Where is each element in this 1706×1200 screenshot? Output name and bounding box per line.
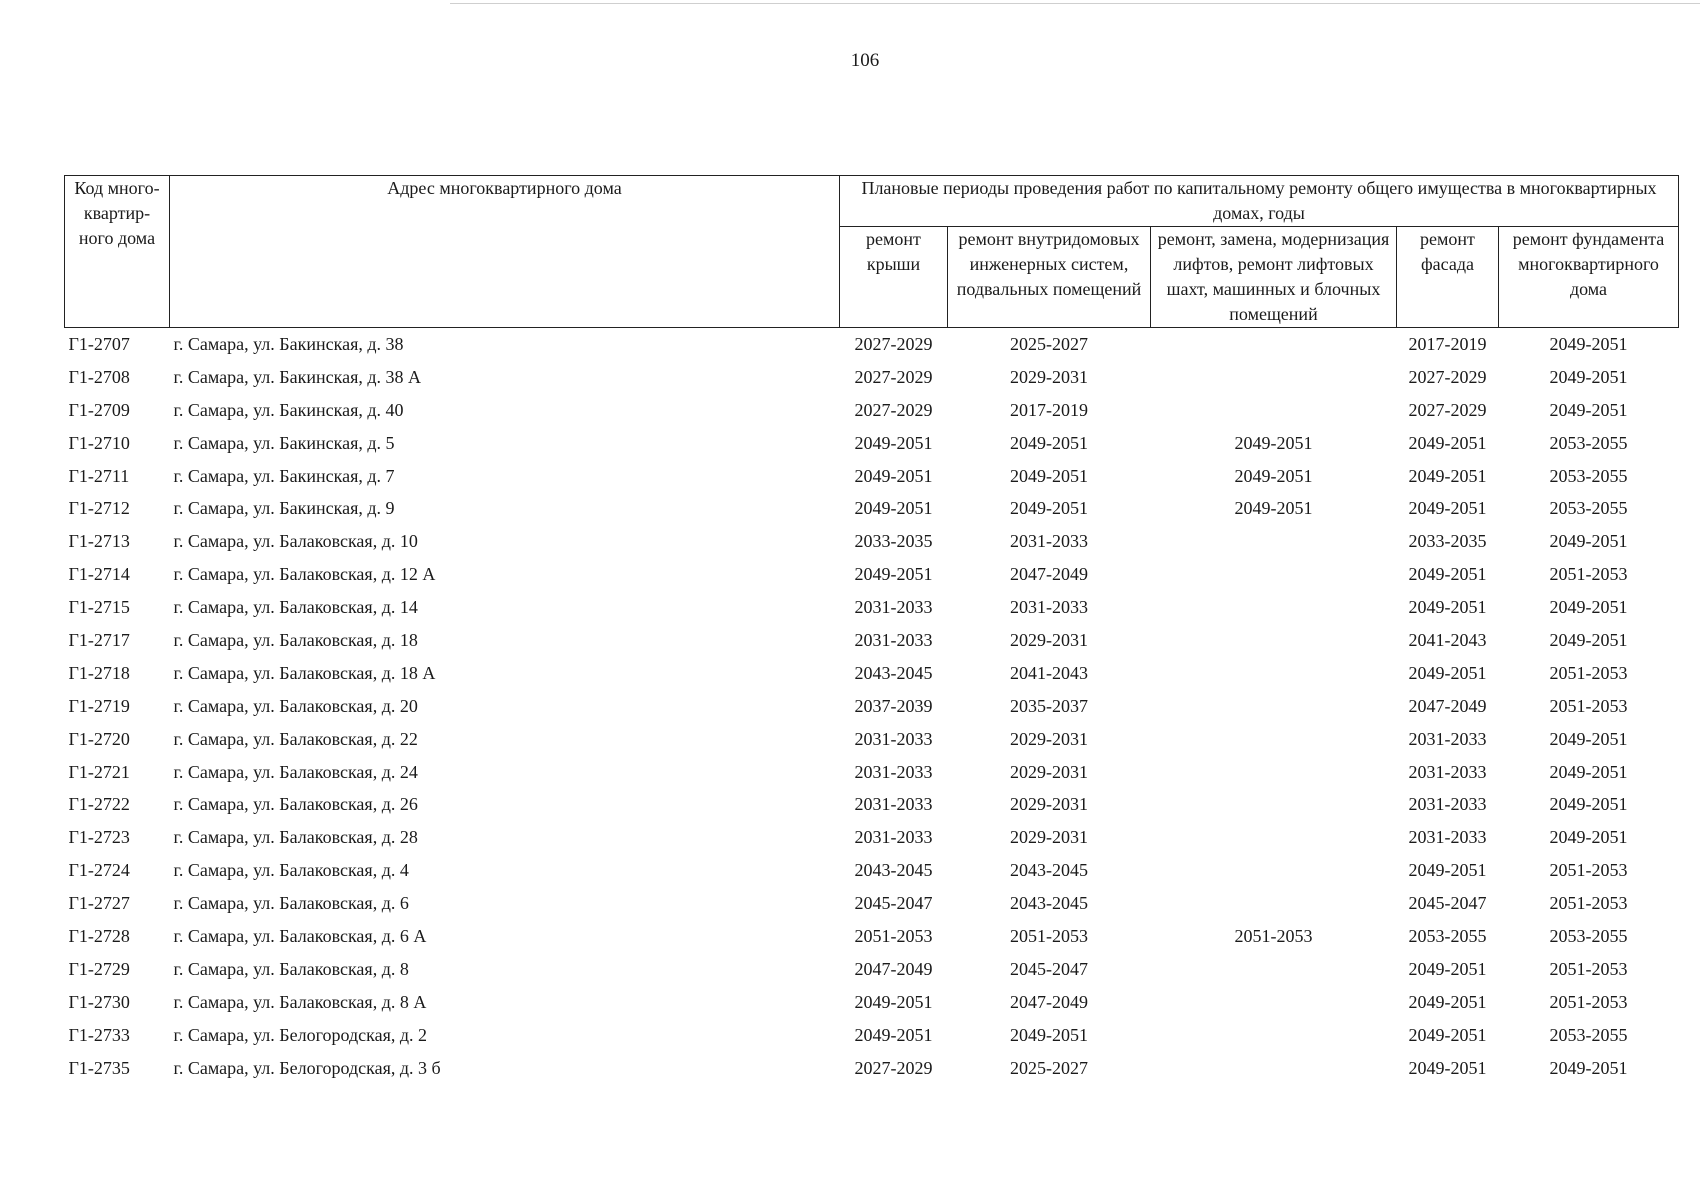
header-engineering: ремонт внутридомовых инженерных систем, подвальных помещений [948, 227, 1151, 328]
facade-period-cell: 2049-2051 [1408, 432, 1487, 453]
engineering-period-cell: 2049-2051 [1010, 498, 1088, 519]
roof-period-cell: 2027-2029 [854, 1057, 933, 1078]
lifts-period-cell [1151, 328, 1397, 361]
engineering-period-cell: 2051-2053 [1010, 925, 1088, 946]
roof-period-cell: 2049-2051 [854, 432, 933, 453]
address-cell: г. Самара, ул. Балаковская, д. 12 А [173, 564, 436, 585]
house-code-cell: Г1-2711 [68, 465, 130, 486]
house-code-cell: Г1-2720 [68, 728, 130, 749]
address-cell: г. Самара, ул. Балаковская, д. 8 А [173, 991, 427, 1012]
foundation-period-cell: 2049-2051 [1549, 728, 1628, 749]
house-code-cell: Г1-2730 [68, 991, 130, 1012]
foundation-period-cell: 2049-2051 [1549, 597, 1628, 618]
facade-period-cell: 2053-2055 [1408, 925, 1487, 946]
engineering-period-cell: 2029-2031 [1010, 629, 1088, 650]
facade-period-cell: 2031-2033 [1408, 827, 1487, 848]
house-code-cell: Г1-2717 [68, 629, 130, 650]
table-row [65, 986, 1679, 1019]
address-cell: г. Самара, ул. Белогородская, д. 2 [173, 1024, 428, 1045]
foundation-period-cell: 2053-2055 [1549, 432, 1628, 453]
table-row [65, 525, 1679, 558]
header-roof: ремонт крыши [840, 227, 948, 328]
roof-period-cell: 2027-2029 [854, 366, 933, 387]
address-cell: г. Самара, ул. Балаковская, д. 8 [173, 958, 409, 979]
page-number: 106 [850, 50, 880, 71]
lifts-period-cell [1151, 657, 1397, 690]
foundation-period-cell: 2053-2055 [1549, 925, 1628, 946]
address-cell: г. Самара, ул. Балаковская, д. 4 [173, 860, 409, 881]
house-code-cell: Г1-2724 [68, 860, 130, 881]
foundation-period-cell: 2049-2051 [1549, 366, 1628, 387]
house-code-cell: Г1-2733 [68, 1024, 130, 1045]
foundation-period-cell: 2051-2053 [1549, 695, 1628, 716]
lifts-period-cell [1151, 986, 1397, 1019]
house-code-cell: Г1-2709 [68, 399, 130, 420]
table-row [65, 723, 1679, 756]
roof-period-cell: 2033-2035 [854, 531, 933, 552]
lifts-period-cell [1151, 591, 1397, 624]
lifts-period-cell [1151, 525, 1397, 558]
lifts-period-cell [1151, 1019, 1397, 1052]
house-code-cell: Г1-2728 [68, 925, 130, 946]
address-cell: г. Самара, ул. Балаковская, д. 28 [173, 827, 418, 848]
facade-period-cell: 2047-2049 [1408, 695, 1487, 716]
roof-period-cell: 2049-2051 [854, 465, 933, 486]
roof-period-cell: 2027-2029 [854, 399, 933, 420]
foundation-period-cell: 2049-2051 [1549, 1057, 1628, 1078]
header-periods-group: Плановые периоды проведения работ по капитальному ремонту общего имущества в многоквартирных домах, годы [840, 176, 1679, 227]
engineering-period-cell: 2045-2047 [1010, 958, 1088, 979]
lifts-period-cell [1151, 788, 1397, 821]
facade-period-cell: 2049-2051 [1408, 564, 1487, 585]
lifts-period-cell [1151, 821, 1397, 854]
address-cell: г. Самара, ул. Бакинская, д. 5 [173, 432, 395, 453]
roof-period-cell: 2037-2039 [854, 695, 933, 716]
address-cell: г. Самара, ул. Балаковская, д. 18 [173, 629, 418, 650]
roof-period-cell: 2031-2033 [854, 794, 933, 815]
house-code-cell: Г1-2721 [68, 761, 130, 782]
lifts-period-cell [1151, 854, 1397, 887]
facade-period-cell: 2049-2051 [1408, 991, 1487, 1012]
lifts-period-cell [1151, 690, 1397, 723]
engineering-period-cell: 2041-2043 [1010, 662, 1088, 683]
address-cell: г. Самара, ул. Балаковская, д. 18 А [173, 662, 436, 683]
facade-period-cell: 2049-2051 [1408, 465, 1487, 486]
address-cell: г. Самара, ул. Бакинская, д. 40 [173, 399, 404, 420]
lifts-period-cell: 2049-2051 [1234, 432, 1313, 453]
facade-period-cell: 2049-2051 [1408, 498, 1487, 519]
table-header [65, 176, 1679, 328]
foundation-period-cell: 2051-2053 [1549, 662, 1628, 683]
roof-period-cell: 2031-2033 [854, 761, 933, 782]
house-code-cell: Г1-2722 [68, 794, 130, 815]
table-body [65, 328, 1679, 1085]
address-cell: г. Самара, ул. Белогородская, д. 3 б [173, 1057, 441, 1078]
house-code-cell: Г1-2729 [68, 958, 130, 979]
facade-period-cell: 2017-2019 [1408, 333, 1487, 354]
house-code-cell: Г1-2712 [68, 498, 130, 519]
house-code-cell: Г1-2727 [68, 893, 130, 914]
table-row [65, 328, 1679, 361]
lifts-period-cell: 2049-2051 [1234, 465, 1313, 486]
table-row [65, 657, 1679, 690]
engineering-period-cell: 2049-2051 [1010, 1024, 1088, 1045]
foundation-period-cell: 2051-2053 [1549, 991, 1628, 1012]
table-row [65, 788, 1679, 821]
facade-period-cell: 2049-2051 [1408, 860, 1487, 881]
house-code-cell: Г1-2723 [68, 827, 130, 848]
foundation-period-cell: 2049-2051 [1549, 629, 1628, 650]
roof-period-cell: 2049-2051 [854, 498, 933, 519]
header-foundation: ремонт фундамента многоквартирного дома [1499, 227, 1679, 328]
engineering-period-cell: 2029-2031 [1010, 366, 1088, 387]
engineering-period-cell: 2029-2031 [1010, 827, 1088, 848]
house-code-cell: Г1-2735 [68, 1057, 130, 1078]
header-code: Код много-квартир-ного дома [65, 176, 170, 328]
facade-period-cell: 2031-2033 [1408, 761, 1487, 782]
house-code-cell: Г1-2707 [68, 333, 130, 354]
facade-period-cell: 2027-2029 [1408, 399, 1487, 420]
roof-period-cell: 2027-2029 [854, 333, 933, 354]
lifts-period-cell [1151, 624, 1397, 657]
lifts-period-cell [1151, 953, 1397, 986]
table-row [65, 1052, 1679, 1085]
facade-period-cell: 2049-2051 [1408, 1057, 1487, 1078]
house-code-cell: Г1-2718 [68, 662, 130, 683]
table-row [65, 394, 1679, 427]
table-row [65, 624, 1679, 657]
roof-period-cell: 2031-2033 [854, 597, 933, 618]
table-row [65, 756, 1679, 789]
lifts-period-cell [1151, 887, 1397, 920]
foundation-period-cell: 2051-2053 [1549, 893, 1628, 914]
table-row [65, 854, 1679, 887]
facade-period-cell: 2045-2047 [1408, 893, 1487, 914]
engineering-period-cell: 2043-2045 [1010, 893, 1088, 914]
foundation-period-cell: 2049-2051 [1549, 333, 1628, 354]
foundation-period-cell: 2051-2053 [1549, 564, 1628, 585]
address-cell: г. Самара, ул. Балаковская, д. 22 [173, 728, 418, 749]
engineering-period-cell: 2049-2051 [1010, 465, 1088, 486]
engineering-period-cell: 2029-2031 [1010, 794, 1088, 815]
address-cell: г. Самара, ул. Балаковская, д. 20 [173, 695, 418, 716]
lifts-period-cell [1151, 394, 1397, 427]
roof-period-cell: 2031-2033 [854, 629, 933, 650]
address-cell: г. Самара, ул. Бакинская, д. 7 [173, 465, 395, 486]
engineering-period-cell: 2043-2045 [1010, 860, 1088, 881]
roof-period-cell: 2043-2045 [854, 662, 933, 683]
house-code-cell: Г1-2713 [68, 531, 130, 552]
header-lifts: ремонт, замена, модернизация лифтов, ремонт лифтовых шахт, машинных и блочных помещений [1151, 227, 1397, 328]
facade-period-cell: 2049-2051 [1408, 958, 1487, 979]
engineering-period-cell: 2031-2033 [1010, 531, 1088, 552]
address-cell: г. Самара, ул. Балаковская, д. 26 [173, 794, 418, 815]
foundation-period-cell: 2053-2055 [1549, 465, 1628, 486]
lifts-period-cell [1151, 558, 1397, 591]
foundation-period-cell: 2049-2051 [1549, 761, 1628, 782]
table-row [65, 460, 1679, 493]
address-cell: г. Самара, ул. Бакинская, д. 9 [173, 498, 395, 519]
table-row [65, 492, 1679, 525]
repair-schedule-table [64, 175, 1679, 1084]
address-cell: г. Самара, ул. Бакинская, д. 38 [173, 333, 404, 354]
roof-period-cell: 2049-2051 [854, 991, 933, 1012]
engineering-period-cell: 2029-2031 [1010, 728, 1088, 749]
engineering-period-cell: 2017-2019 [1010, 399, 1088, 420]
facade-period-cell: 2031-2033 [1408, 728, 1487, 749]
house-code-cell: Г1-2719 [68, 695, 130, 716]
engineering-period-cell: 2047-2049 [1010, 564, 1088, 585]
engineering-period-cell: 2049-2051 [1010, 432, 1088, 453]
roof-period-cell: 2031-2033 [854, 827, 933, 848]
lifts-period-cell [1151, 1052, 1397, 1085]
table-row [65, 591, 1679, 624]
house-code-cell: Г1-2708 [68, 366, 130, 387]
table-row [65, 558, 1679, 591]
roof-period-cell: 2051-2053 [854, 925, 933, 946]
table-row [65, 887, 1679, 920]
lifts-period-cell [1151, 756, 1397, 789]
engineering-period-cell: 2047-2049 [1010, 991, 1088, 1012]
roof-period-cell: 2049-2051 [854, 564, 933, 585]
lifts-period-cell: 2049-2051 [1234, 498, 1313, 519]
engineering-period-cell: 2025-2027 [1010, 333, 1088, 354]
foundation-period-cell: 2053-2055 [1549, 1024, 1628, 1045]
address-cell: г. Самара, ул. Балаковская, д. 6 [173, 893, 409, 914]
foundation-period-cell: 2053-2055 [1549, 498, 1628, 519]
house-code-cell: Г1-2710 [68, 432, 130, 453]
facade-period-cell: 2041-2043 [1408, 629, 1487, 650]
engineering-period-cell: 2035-2037 [1010, 695, 1088, 716]
address-cell: г. Самара, ул. Балаковская, д. 10 [173, 531, 418, 552]
facade-period-cell: 2031-2033 [1408, 794, 1487, 815]
table-row [65, 361, 1679, 394]
roof-period-cell: 2049-2051 [854, 1024, 933, 1045]
facade-period-cell: 2049-2051 [1408, 597, 1487, 618]
foundation-period-cell: 2051-2053 [1549, 958, 1628, 979]
lifts-period-cell [1151, 723, 1397, 756]
table-row [65, 953, 1679, 986]
address-cell: г. Самара, ул. Балаковская, д. 14 [173, 597, 418, 618]
header-facade: ремонт фасада [1397, 227, 1499, 328]
foundation-period-cell: 2049-2051 [1549, 399, 1628, 420]
table-row [65, 920, 1679, 953]
roof-period-cell: 2043-2045 [854, 860, 933, 881]
facade-period-cell: 2027-2029 [1408, 366, 1487, 387]
address-cell: г. Самара, ул. Балаковская, д. 6 А [173, 925, 427, 946]
table-row [65, 427, 1679, 460]
foundation-period-cell: 2049-2051 [1549, 827, 1628, 848]
scan-top-rule [450, 3, 1700, 4]
facade-period-cell: 2033-2035 [1408, 531, 1487, 552]
roof-period-cell: 2031-2033 [854, 728, 933, 749]
roof-period-cell: 2047-2049 [854, 958, 933, 979]
roof-period-cell: 2045-2047 [854, 893, 933, 914]
table-row [65, 690, 1679, 723]
table-row [65, 1019, 1679, 1052]
lifts-period-cell [1151, 361, 1397, 394]
foundation-period-cell: 2049-2051 [1549, 531, 1628, 552]
facade-period-cell: 2049-2051 [1408, 662, 1487, 683]
engineering-period-cell: 2029-2031 [1010, 761, 1088, 782]
address-cell: г. Самара, ул. Бакинская, д. 38 А [173, 366, 422, 387]
engineering-period-cell: 2025-2027 [1010, 1057, 1088, 1078]
facade-period-cell: 2049-2051 [1408, 1024, 1487, 1045]
engineering-period-cell: 2031-2033 [1010, 597, 1088, 618]
lifts-period-cell: 2051-2053 [1234, 925, 1313, 946]
house-code-cell: Г1-2714 [68, 564, 130, 585]
foundation-period-cell: 2051-2053 [1549, 860, 1628, 881]
header-address: Адрес многоквартирного дома [170, 176, 840, 328]
foundation-period-cell: 2049-2051 [1549, 794, 1628, 815]
house-code-cell: Г1-2715 [68, 597, 130, 618]
table-row [65, 821, 1679, 854]
address-cell: г. Самара, ул. Балаковская, д. 24 [173, 761, 418, 782]
